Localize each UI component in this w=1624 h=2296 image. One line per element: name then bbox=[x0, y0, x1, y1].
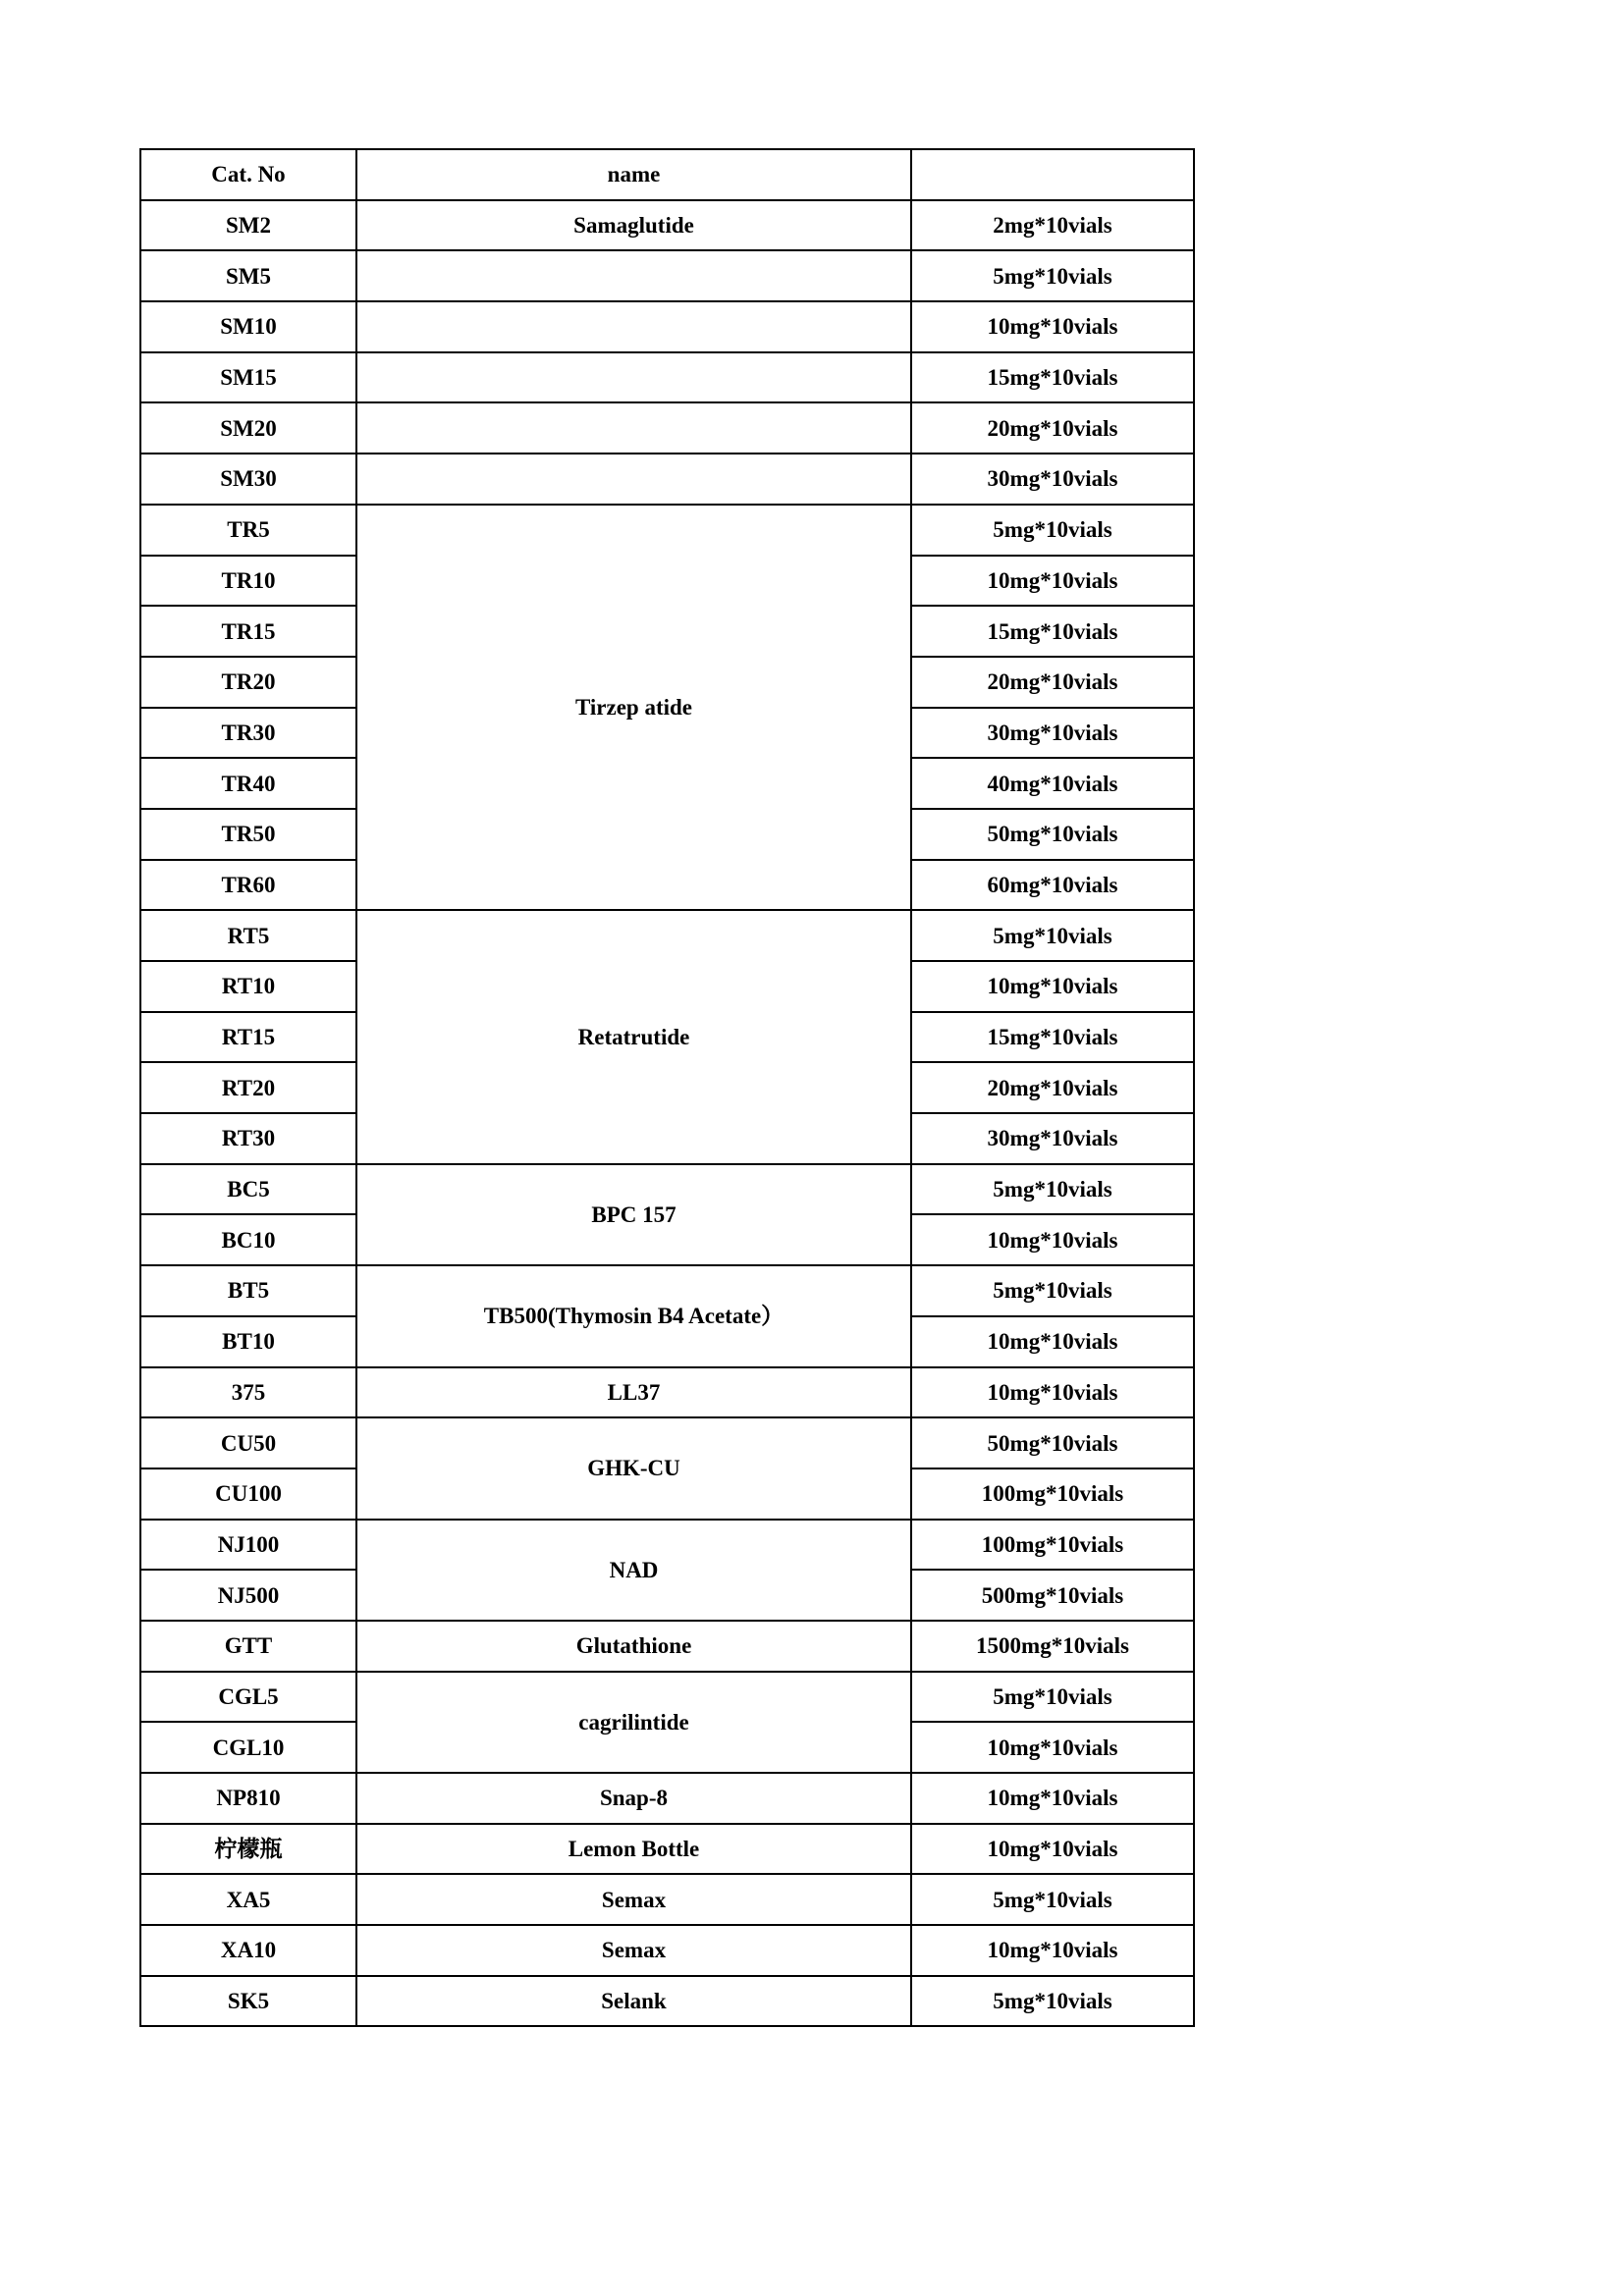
spec-cell: 10mg*10vials bbox=[911, 1367, 1194, 1418]
cat-no-cell: TR15 bbox=[140, 606, 356, 657]
table-row bbox=[140, 454, 1194, 505]
spec-cell: 5mg*10vials bbox=[911, 505, 1194, 556]
table-row bbox=[140, 1520, 1194, 1571]
spec-cell: 15mg*10vials bbox=[911, 352, 1194, 403]
cat-no-cell: NP810 bbox=[140, 1773, 356, 1824]
product-name-cell: Glutathione bbox=[356, 1621, 911, 1672]
cat-no-cell: NJ100 bbox=[140, 1520, 356, 1571]
product-name-cell bbox=[356, 352, 911, 403]
spec-cell: 15mg*10vials bbox=[911, 1012, 1194, 1063]
table-row bbox=[140, 1367, 1194, 1418]
cat-no-cell: GTT bbox=[140, 1621, 356, 1672]
cat-no-cell: TR40 bbox=[140, 758, 356, 809]
spec-cell: 10mg*10vials bbox=[911, 1925, 1194, 1976]
cat-no-cell: CGL5 bbox=[140, 1672, 356, 1723]
product-name-cell: BPC 157 bbox=[356, 1164, 911, 1265]
cat-no-cell: CU100 bbox=[140, 1468, 356, 1520]
product-name-cell: TB500(Thymosin B4 Acetate） bbox=[356, 1265, 911, 1366]
cat-no-cell: BT5 bbox=[140, 1265, 356, 1316]
product-name-cell bbox=[356, 250, 911, 301]
cat-no-cell: TR10 bbox=[140, 556, 356, 607]
product-name-cell: GHK-CU bbox=[356, 1417, 911, 1519]
cat-no-cell: XA10 bbox=[140, 1925, 356, 1976]
spec-cell: 15mg*10vials bbox=[911, 606, 1194, 657]
spec-cell: 10mg*10vials bbox=[911, 1773, 1194, 1824]
table-row bbox=[140, 402, 1194, 454]
table-row bbox=[140, 250, 1194, 301]
spec-cell: 5mg*10vials bbox=[911, 1672, 1194, 1723]
table-row bbox=[140, 1621, 1194, 1672]
product-name-cell: Retatrutide bbox=[356, 910, 911, 1163]
cat-no-cell: XA5 bbox=[140, 1874, 356, 1925]
product-name-cell: Samaglutide bbox=[356, 200, 911, 251]
spec-cell: 5mg*10vials bbox=[911, 1976, 1194, 2027]
cat-no-cell: TR50 bbox=[140, 809, 356, 860]
table-row bbox=[140, 1874, 1194, 1925]
product-table bbox=[139, 148, 1195, 2027]
product-name-cell bbox=[356, 301, 911, 352]
table-row bbox=[140, 1672, 1194, 1723]
table-row bbox=[140, 1976, 1194, 2027]
product-name-cell: NAD bbox=[356, 1520, 911, 1621]
cat-no-cell: RT5 bbox=[140, 910, 356, 961]
cat-no-cell: TR60 bbox=[140, 860, 356, 911]
table-row bbox=[140, 352, 1194, 403]
header-spec bbox=[911, 149, 1194, 200]
product-name-cell bbox=[356, 402, 911, 454]
spec-cell: 20mg*10vials bbox=[911, 402, 1194, 454]
spec-cell: 50mg*10vials bbox=[911, 1417, 1194, 1468]
table-row bbox=[140, 301, 1194, 352]
cat-no-cell: SM2 bbox=[140, 200, 356, 251]
spec-cell: 10mg*10vials bbox=[911, 1214, 1194, 1265]
spec-cell: 10mg*10vials bbox=[911, 301, 1194, 352]
spec-cell: 10mg*10vials bbox=[911, 1316, 1194, 1367]
spec-cell: 5mg*10vials bbox=[911, 910, 1194, 961]
cat-no-cell: BT10 bbox=[140, 1316, 356, 1367]
cat-no-cell: RT15 bbox=[140, 1012, 356, 1063]
cat-no-cell: SM10 bbox=[140, 301, 356, 352]
spec-cell: 50mg*10vials bbox=[911, 809, 1194, 860]
spec-cell: 500mg*10vials bbox=[911, 1570, 1194, 1621]
product-name-cell: Tirzep atide bbox=[356, 505, 911, 911]
product-name-cell: cagrilintide bbox=[356, 1672, 911, 1773]
spec-cell: 30mg*10vials bbox=[911, 454, 1194, 505]
cat-no-cell: BC5 bbox=[140, 1164, 356, 1215]
spec-cell: 30mg*10vials bbox=[911, 1113, 1194, 1164]
cat-no-cell: TR20 bbox=[140, 657, 356, 708]
spec-cell: 100mg*10vials bbox=[911, 1520, 1194, 1571]
cat-no-cell: RT20 bbox=[140, 1062, 356, 1113]
table-row bbox=[140, 200, 1194, 251]
spec-cell: 10mg*10vials bbox=[911, 1722, 1194, 1773]
cat-no-cell: CU50 bbox=[140, 1417, 356, 1468]
spec-cell: 2mg*10vials bbox=[911, 200, 1194, 251]
spec-cell: 10mg*10vials bbox=[911, 556, 1194, 607]
spec-cell: 10mg*10vials bbox=[911, 961, 1194, 1012]
product-name-cell: Snap-8 bbox=[356, 1773, 911, 1824]
spec-cell: 20mg*10vials bbox=[911, 657, 1194, 708]
header-name: name bbox=[356, 149, 911, 200]
table-row bbox=[140, 910, 1194, 961]
spec-cell: 100mg*10vials bbox=[911, 1468, 1194, 1520]
header-cat-no: Cat. No bbox=[140, 149, 356, 200]
table-row bbox=[140, 505, 1194, 556]
cat-no-cell: SM5 bbox=[140, 250, 356, 301]
cat-no-cell: TR5 bbox=[140, 505, 356, 556]
cat-no-cell: SM20 bbox=[140, 402, 356, 454]
cat-no-cell: RT10 bbox=[140, 961, 356, 1012]
table-body bbox=[140, 149, 1194, 2026]
spec-cell: 60mg*10vials bbox=[911, 860, 1194, 911]
product-name-cell: Semax bbox=[356, 1874, 911, 1925]
cat-no-cell: CGL10 bbox=[140, 1722, 356, 1773]
spec-cell: 10mg*10vials bbox=[911, 1824, 1194, 1875]
table-row bbox=[140, 1265, 1194, 1316]
product-name-cell bbox=[356, 454, 911, 505]
cat-no-cell: BC10 bbox=[140, 1214, 356, 1265]
spec-cell: 20mg*10vials bbox=[911, 1062, 1194, 1113]
spec-cell: 5mg*10vials bbox=[911, 1874, 1194, 1925]
cat-no-cell: 柠檬瓶 bbox=[140, 1824, 356, 1875]
product-name-cell: Semax bbox=[356, 1925, 911, 1976]
spec-cell: 30mg*10vials bbox=[911, 708, 1194, 759]
product-name-cell: LL37 bbox=[356, 1367, 911, 1418]
cat-no-cell: RT30 bbox=[140, 1113, 356, 1164]
table-row bbox=[140, 1824, 1194, 1875]
product-name-cell: Lemon Bottle bbox=[356, 1824, 911, 1875]
cat-no-cell: TR30 bbox=[140, 708, 356, 759]
spec-cell: 1500mg*10vials bbox=[911, 1621, 1194, 1672]
header-row bbox=[140, 149, 1194, 200]
table-row bbox=[140, 1773, 1194, 1824]
spec-cell: 5mg*10vials bbox=[911, 1265, 1194, 1316]
table-row bbox=[140, 1164, 1194, 1215]
cat-no-cell: NJ500 bbox=[140, 1570, 356, 1621]
cat-no-cell: SK5 bbox=[140, 1976, 356, 2027]
spec-cell: 5mg*10vials bbox=[911, 1164, 1194, 1215]
spec-cell: 40mg*10vials bbox=[911, 758, 1194, 809]
product-name-cell: Selank bbox=[356, 1976, 911, 2027]
cat-no-cell: SM30 bbox=[140, 454, 356, 505]
table-row bbox=[140, 1925, 1194, 1976]
cat-no-cell: SM15 bbox=[140, 352, 356, 403]
spec-cell: 5mg*10vials bbox=[911, 250, 1194, 301]
cat-no-cell: 375 bbox=[140, 1367, 356, 1418]
table-row bbox=[140, 1417, 1194, 1468]
